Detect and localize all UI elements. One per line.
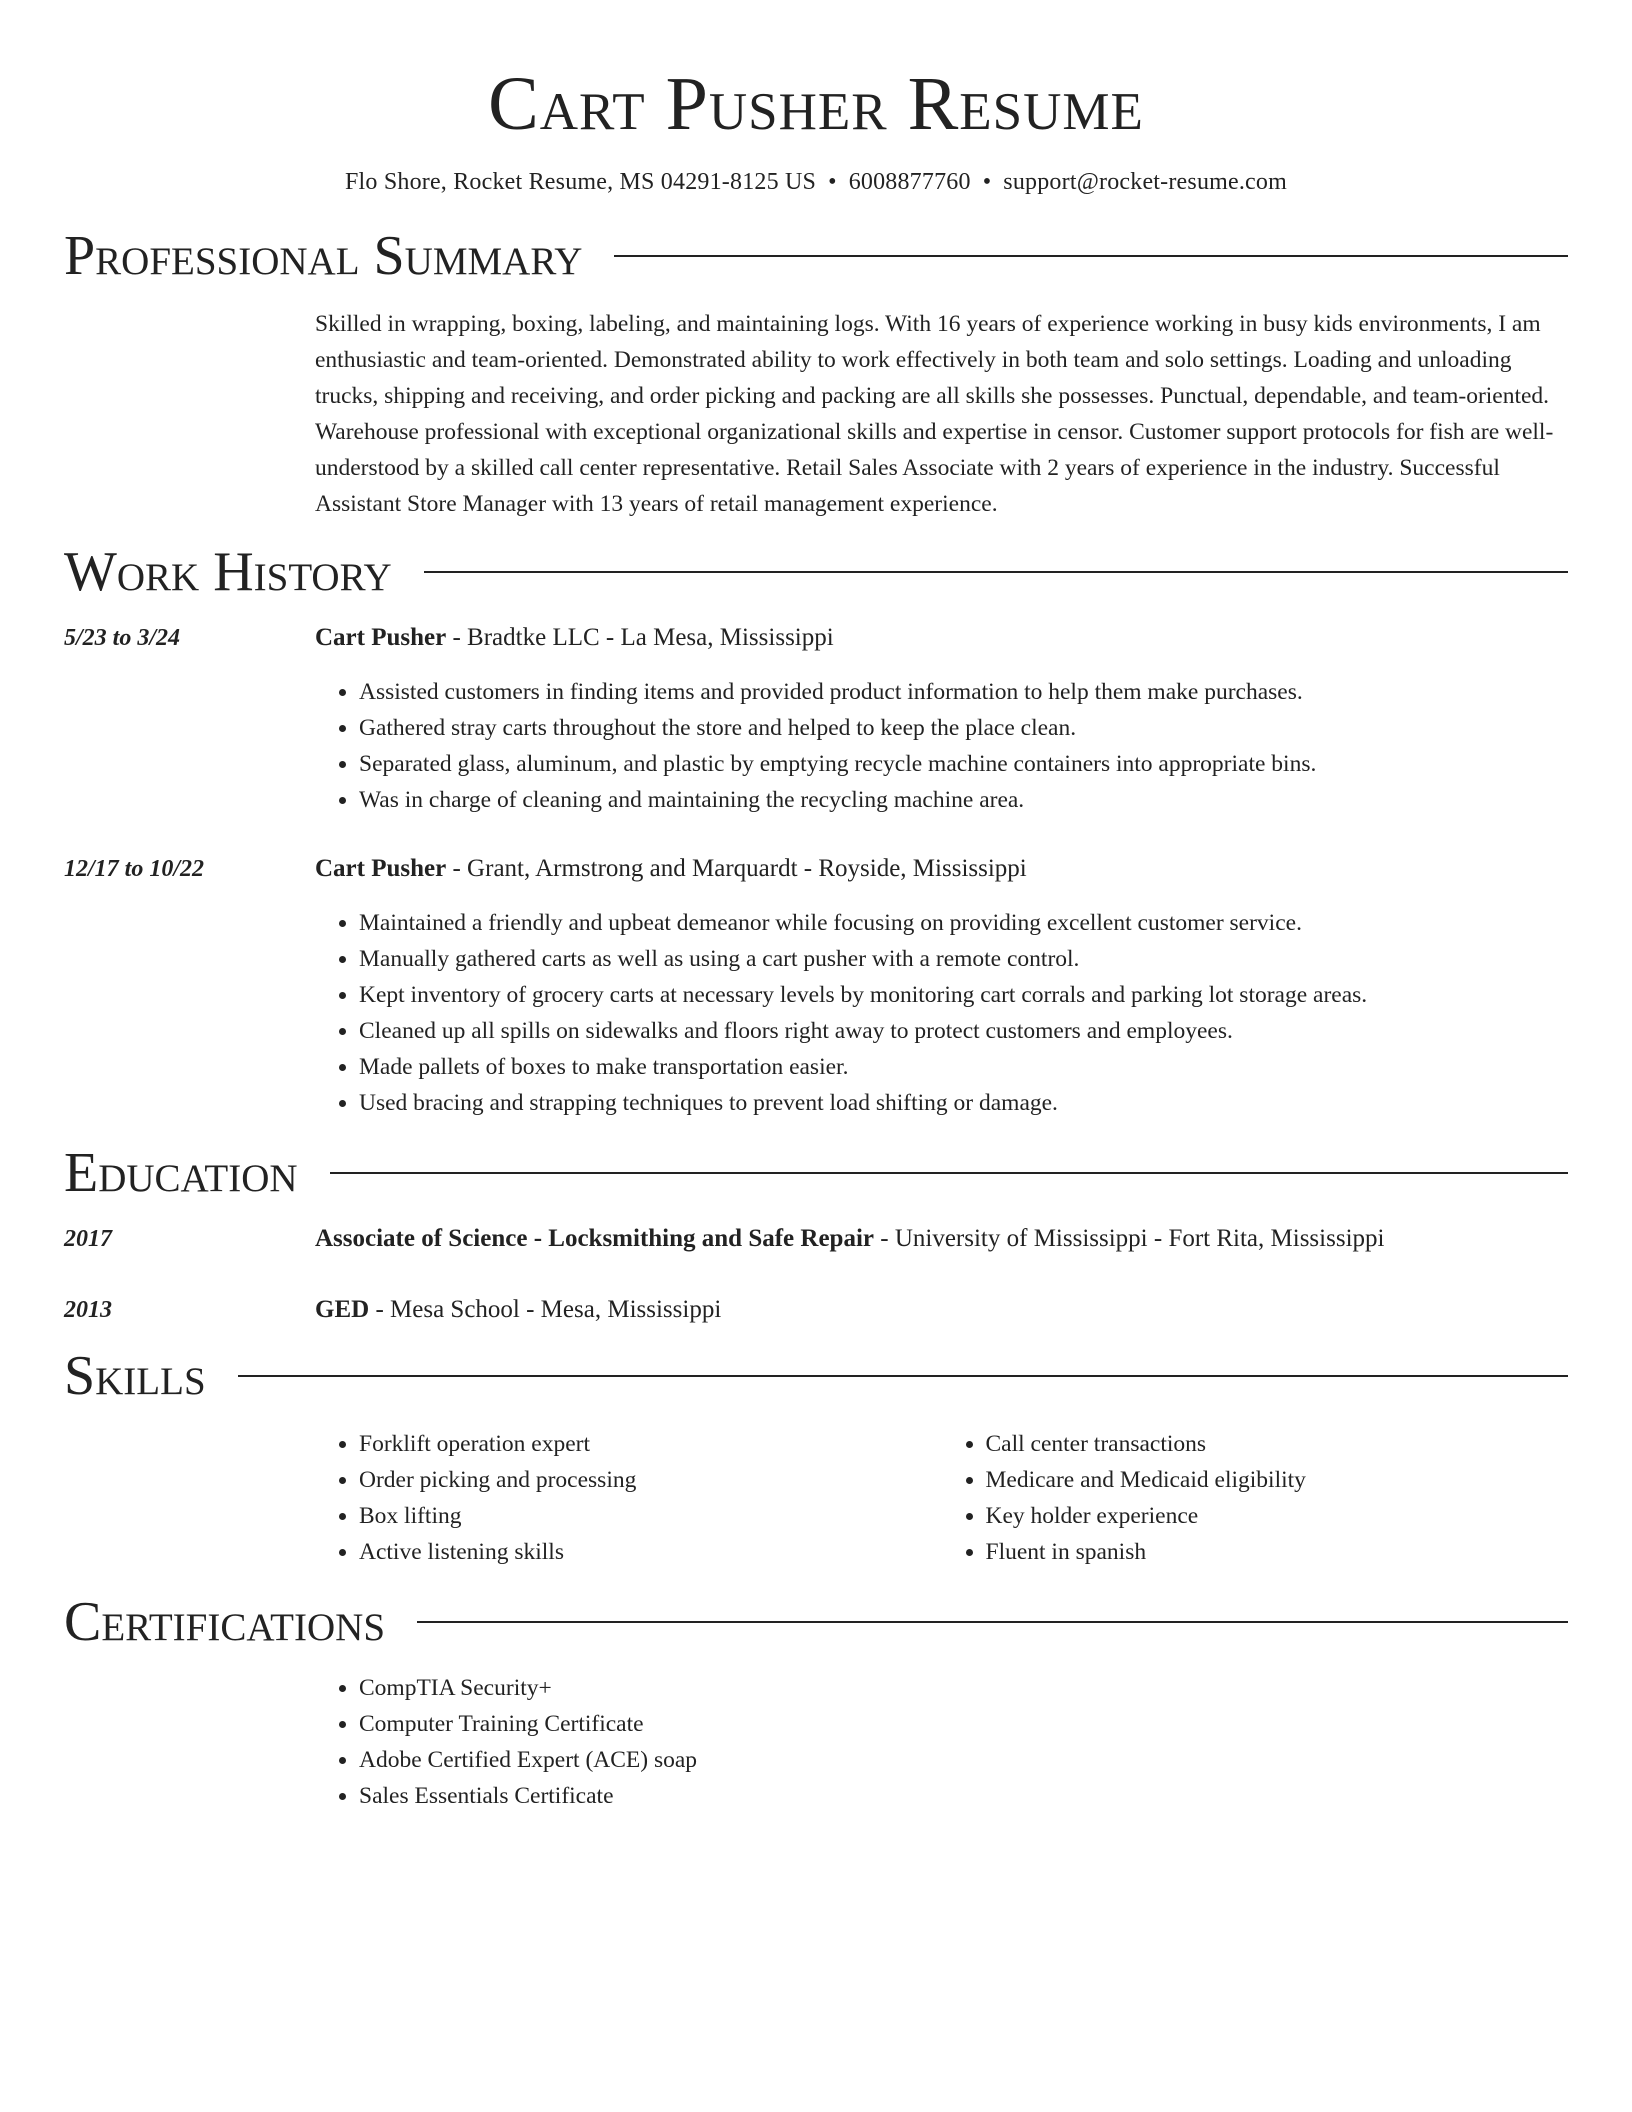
certifications-section-header	[64, 1590, 1568, 1654]
education-entry	[64, 1292, 1568, 1328]
work-section-header	[64, 540, 1568, 604]
education-body	[315, 1221, 1568, 1257]
job-employer: - Bradtke LLC - La Mesa, Mississippi	[446, 624, 834, 651]
contact-separator: •	[982, 169, 992, 195]
list-item: • Manually gathered carts as well as using a cart pusher with a remote control.	[359, 941, 1568, 977]
education-section-header	[64, 1141, 1568, 1205]
list-item: • Adobe Certified Expert (ACE) soap	[359, 1742, 1568, 1778]
section-divider	[238, 1375, 1568, 1377]
education-year: 2013	[64, 1297, 112, 1323]
job-heading-line	[315, 620, 1568, 656]
list-item: • Medicare and Medicaid eligibility	[986, 1462, 1569, 1498]
list-item: • Made pallets of boxes to make transportation easier.	[359, 1049, 1568, 1085]
skills-list-left	[315, 1426, 942, 1570]
education-degree: Associate of Science - Locksmithing and Safe Repair	[315, 1225, 874, 1252]
certifications-list-wrapper	[315, 1670, 1568, 1814]
list-item: • Cleaned up all spills on sidewalks and floors right away to protect customers and employees.	[359, 1013, 1568, 1049]
job-body	[315, 851, 1568, 1121]
contact-email: support@rocket-resume.com	[1003, 169, 1287, 195]
skills-list-right	[942, 1426, 1569, 1570]
education-school: - Mesa School - Mesa, Mississippi	[369, 1296, 722, 1323]
skills-heading: Skills	[64, 1345, 206, 1407]
list-item: • Order picking and processing	[359, 1462, 942, 1498]
contact-phone: 6008877760	[848, 169, 971, 195]
education-line	[315, 1292, 1568, 1328]
job-title: Cart Pusher	[315, 855, 447, 882]
job-entry	[64, 851, 1568, 1121]
education-body	[315, 1292, 1568, 1328]
list-item: • Assisted customers in finding items and provided product information to help them make purchases.	[359, 674, 1568, 710]
job-duties-list	[315, 674, 1568, 818]
job-body	[315, 620, 1568, 818]
skills-section-header	[64, 1344, 1568, 1408]
education-school: - University of Mississippi - Fort Rita, Mississippi	[874, 1225, 1385, 1252]
education-year: 2017	[64, 1226, 112, 1252]
list-item: • Computer Training Certificate	[359, 1706, 1568, 1742]
summary-text: Skilled in wrapping, boxing, labeling, and maintaining logs. With 16 years of experience working in busy kids environments, I am enthusiastic and team-oriented. Demonstrated ability to work effectively in both team and solo settings. Loading and unloading trucks, shipping and receiving, and order picking and packing are all skills she possesses. Punctual, dependable, and team-oriented. Warehouse professional with exceptional organizational skills and expertise in censor. Customer support protocols for fish are well-understood by a skilled call center representative. Retail Sales Associate with 2 years of experience in the industry. Successful Assistant Store Manager with 13 years of retail management experience.	[315, 311, 1554, 517]
list-item: • Maintained a friendly and upbeat demeanor while focusing on providing excellent customer service.	[359, 905, 1568, 941]
work-heading: Work History	[64, 541, 392, 603]
contact-address: Flo Shore, Rocket Resume, MS 04291-8125 US	[345, 169, 817, 195]
list-item: • Used bracing and strapping techniques to prevent load shifting or damage.	[359, 1085, 1568, 1121]
resume-page	[64, 0, 1568, 1814]
contact-separator: •	[828, 169, 837, 195]
list-item: • CompTIA Security+	[359, 1670, 1568, 1706]
resume-title: Cart Pusher Resume	[488, 62, 1144, 146]
list-item: • Was in charge of cleaning and maintaining the recycling machine area.	[359, 782, 1568, 818]
list-item: • Gathered stray carts throughout the store and helped to keep the place clean.	[359, 710, 1568, 746]
summary-heading: Professional Summary	[64, 225, 583, 287]
section-divider	[417, 1621, 1568, 1623]
section-divider	[330, 1172, 1568, 1174]
job-duties-list	[315, 905, 1568, 1121]
list-item: • Separated glass, aluminum, and plastic by emptying recycle machine containers into appropriate bins.	[359, 746, 1568, 782]
education-line	[315, 1221, 1568, 1257]
education-entry	[64, 1221, 1568, 1257]
list-item: • Box lifting	[359, 1498, 942, 1534]
job-dates: 12/17 to 10/22	[64, 856, 205, 882]
job-dates: 5/23 to 3/24	[64, 625, 181, 651]
skills-columns	[315, 1426, 1568, 1570]
list-item: • Key holder experience	[986, 1498, 1569, 1534]
list-item: • Fluent in spanish	[986, 1534, 1569, 1570]
job-employer: - Grant, Armstrong and Marquardt - Royside, Mississippi	[446, 855, 1027, 882]
list-item: • Active listening skills	[359, 1534, 942, 1570]
certifications-heading: Certifications	[64, 1591, 386, 1653]
section-divider	[614, 255, 1568, 257]
section-divider	[424, 571, 1568, 573]
list-item: • Kept inventory of grocery carts at necessary levels by monitoring cart corrals and parking lot storage areas.	[359, 977, 1568, 1013]
certifications-list	[315, 1670, 1568, 1814]
list-item: • Sales Essentials Certificate	[359, 1778, 1568, 1814]
job-heading-line	[315, 851, 1568, 887]
contact-line	[64, 166, 1568, 198]
job-entry	[64, 620, 1568, 818]
education-heading: Education	[64, 1142, 298, 1204]
education-degree: GED	[315, 1296, 370, 1323]
list-item: • Call center transactions	[986, 1426, 1569, 1462]
job-title: Cart Pusher	[315, 624, 447, 651]
list-item: • Forklift operation expert	[359, 1426, 942, 1462]
summary-section-header	[64, 224, 1568, 288]
